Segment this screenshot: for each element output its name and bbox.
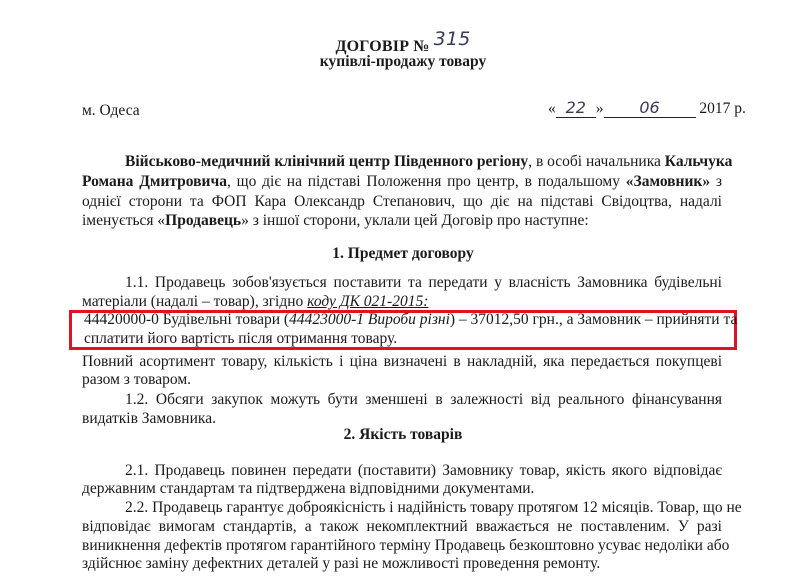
clause-1-2-line-2: видатків Замовника. — [82, 410, 216, 427]
clause-1-1-line-3: 44420000-0 Будівельні товари (44423000-1 Вироби різні) – 37012,50 грн., а Замовник – прийняти та — [84, 311, 738, 328]
clause-2-2-line-3: виникнення дефектів протягом гарантійного терміну Продавець безкоштовно усуває недоліки або — [82, 537, 730, 554]
handwritten-day: 22 — [556, 98, 596, 118]
clause-1-1-line-2: матеріали (надалі – товар), згідно коду ДК 021-2015: — [82, 293, 429, 310]
clause-1-1-line-1: 1.1. Продавець зобов'язується поставити та передати у власність Замовника будівельні — [125, 274, 722, 291]
preamble-line-2: Романа Дмитровича, що діє на підставі Положення про центр, в подальшому «Замовник» з — [82, 173, 723, 190]
handwritten-contract-number: 315 — [433, 28, 471, 50]
clause-2-2-line-1: 2.2. Продавець гарантує доброякісність і надійність товару протягом 12 місяців. Товар, що не — [125, 499, 742, 516]
handwritten-month: 06 — [604, 98, 696, 118]
clause-1-2-line-1: 1.2. Обсяги закупок можуть бути зменшені в залежності від реального фінансування — [125, 391, 722, 408]
place-of-signing: м. Одеса — [82, 102, 140, 119]
document-subtitle: купівлі-продажу товару — [319, 53, 487, 70]
contract-date: « 22 » 06 2017 р. — [548, 98, 746, 117]
preamble-line-3: однієї сторони та ФОП Кара Олександр Степанович, що діє на підставі Свідоцтва, надалі — [82, 193, 722, 210]
document-title: ДОГОВІР № 315 — [335, 28, 471, 55]
clause-2-2-line-4: здійснює заміну дефектних деталей у разі не можливості проведення ремонту. — [82, 555, 601, 572]
preamble-line-1: Військово-медичний клінічний центр Південного регіону, в особі начальника Кальчука — [125, 153, 733, 170]
preamble-line-4: іменується «Продавець» з іншої сторони, уклали цей Договір про наступне: — [82, 212, 589, 229]
section-2-heading: 2. Якість товарів — [343, 426, 463, 443]
clause-1-1-line-6: разом з товаром. — [82, 371, 191, 388]
clause-2-2-line-2: відповідає вимогам стандартів, а також некомплектний вважається не поставленим. У разі — [82, 518, 722, 535]
clause-2-1-line-2: державним стандартам та підтверджена відповідними документами. — [82, 480, 535, 497]
clause-1-1-line-4: сплатити його вартість після отримання товару. — [84, 330, 398, 347]
section-1-heading: 1. Предмет договору — [332, 245, 474, 262]
clause-1-1-line-5: Повний асортимент товару, кількість і ціна визначені в накладній, яка передається покупцеві — [82, 353, 722, 370]
clause-2-1-line-1: 2.1. Продавець повинен передати (поставити) Замовнику товар, якість якого відповідає — [125, 462, 722, 479]
